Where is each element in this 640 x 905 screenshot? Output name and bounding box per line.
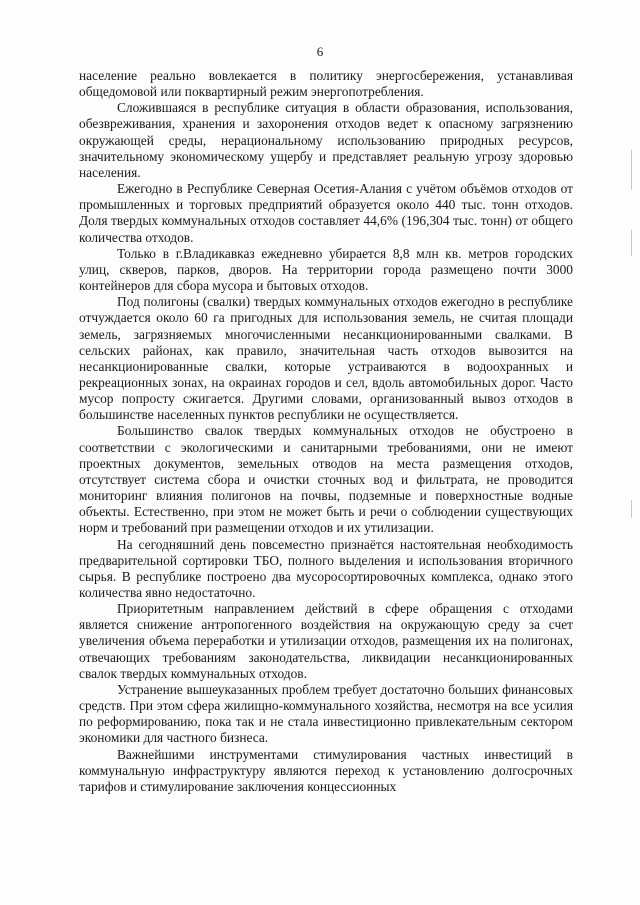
paragraph-3: Ежегодно в Республике Северная Осетия-Алания с учётом объёмов отходов от промышленных и торговых предприятий образуется около 440 тыс. тонн отходов. Доля твердых коммунальных отходов составляет 44,6% (196,304 тыс. тонн) от общего количества отходов. — [79, 181, 573, 245]
scan-artifact — [631, 150, 632, 190]
page-number: 6 — [316, 44, 324, 59]
paragraph-1: население реально вовлекается в политику энергосбережения, устанавливая общедомовой или поквартирный режим энергопотребления. — [79, 68, 573, 100]
paragraph-9: Устранение вышеуказанных проблем требует достаточно больших финансовых средств. При этом сфера жилищно-коммунального хозяйства, несмотря на все усилия по реформированию, пока так и не стала инвестиционно привлекательным сектором экономики для частного бизнеса. — [79, 681, 573, 746]
paragraph-4: Только в г.Владикавказ ежедневно убирается 8,8 млн кв. метров городских улиц, скверов, парков, дворов. На территории города размещено почти 3000 контейнеров для сбора мусора и бытовых отходов. — [79, 245, 573, 294]
paragraph-10: Важнейшими инструментами стимулирования частных инвестиций в коммунальную инфраструктуру являются переход к установлению долгосрочных тарифов и стимулирование заключения концессионных — [79, 746, 573, 794]
paragraph-5: Под полигоны (свалки) твердых коммунальных отходов ежегодно в республике отчуждается около 60 га пригодных для использования земель, не считая площади земель, загрязняемых многочисленными несанкционированными свалками. В сельских районах, как правило, значительная часть отходов вывозится на несанкционированные свалки, которые устраиваются в водоохранных и рекреационных зонах, на окраинах городов и сел, вдоль автомобильных дорог. Часто мусор попросту сжигается. Другими словами, организованный вывоз отходов в большинстве населенных пунктов республики не осуществляется. — [79, 294, 573, 423]
scan-artifact — [631, 230, 632, 256]
body-text — [79, 68, 573, 795]
paragraph-6: Большинство свалок твердых коммунальных отходов не обустроено в соответствии с экологическими и санитарными требованиями, они не имеют проектных документов, земельных отводов на места размещения отходов, отсутствует система сбора и очистки сточных вод и фильтрата, не проводится мониторинг влияния полигонов на почвы, подземные и поверхностные водные объекты. Естественно, при этом не может быть и речи о соблюдении существующих норм и требований при размещении отходов и их утилизации. — [79, 423, 573, 536]
paragraph-7: На сегодняшний день повсеместно признаётся настоятельная необходимость предварительной сортировки ТБО, полного выделения и использования вторичного сырья. В республике построено два мусоросортировочных комплекса, однако этого количества явно недостаточно. — [79, 536, 573, 600]
paragraph-2: Сложившаяся в республике ситуация в области образования, использования, обезвреживания, хранения и захоронения отходов ведет к опасному загрязнению окружающей среды, нерациональному использованию природных ресурсов, значительному экономическому ущербу и представляет реальную угрозу здоровью населения. — [79, 100, 573, 180]
scan-artifact — [631, 500, 632, 518]
paragraph-8: Приоритетным направлением действий в сфере обращения с отходами является снижение антропогенного воздействия на окружающую среду за счет увеличения объема переработки и утилизации отходов, размещения их на полигонах, отвечающих требованиям законодательства, ликвидации несанкционированных свалок твердых коммунальных отходов. — [79, 601, 573, 681]
